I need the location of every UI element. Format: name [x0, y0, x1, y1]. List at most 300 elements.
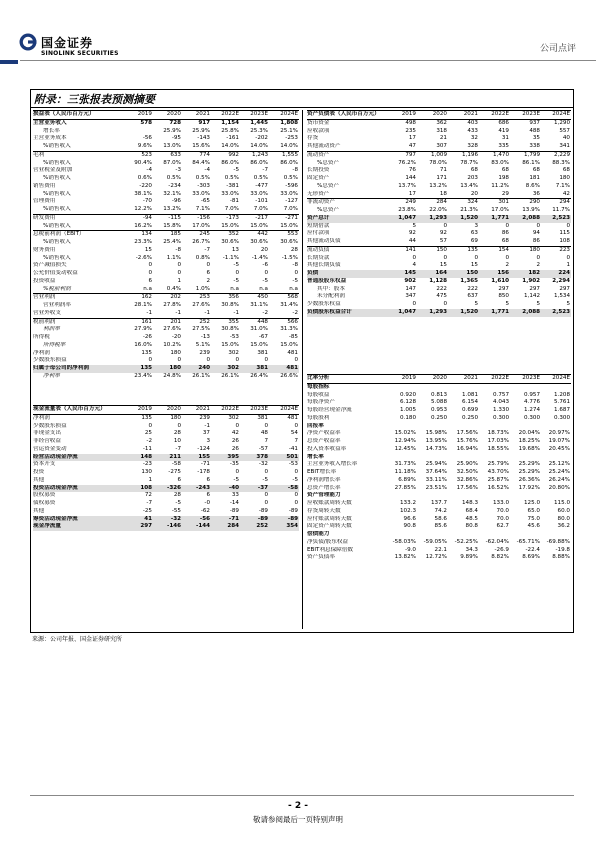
- cell-value: 728: [169, 119, 181, 126]
- row-label: EBIT增长率: [307, 469, 337, 475]
- cell-value: -26.9: [494, 546, 509, 553]
- row-label: 每股收益: [307, 391, 330, 398]
- cell-value: -1.4%: [251, 254, 268, 261]
- cell-value: 180: [170, 414, 181, 421]
- cell-value: 347: [405, 293, 416, 300]
- cell-value: 74.2: [434, 507, 447, 514]
- cell-value: 0.250: [430, 414, 447, 421]
- cell-value: 30.8%: [221, 302, 239, 308]
- cell-value: -178: [197, 469, 210, 475]
- cell-value: 488: [529, 127, 540, 134]
- cell-value: 0: [235, 469, 239, 475]
- cell-value: 10: [173, 438, 181, 444]
- cell-value: -477: [255, 182, 268, 189]
- cell-value: 72: [144, 492, 152, 499]
- cell-value: 86.0%: [250, 159, 268, 166]
- cell-value: -8: [292, 167, 298, 174]
- cell-value: 3: [206, 438, 210, 444]
- cell-value: -58: [171, 461, 181, 468]
- cell-value: 0: [536, 222, 540, 229]
- cell-value: -5: [292, 476, 298, 483]
- cell-value: 2,229: [541, 151, 571, 159]
- row-label: EBIT利息保障倍数: [307, 546, 354, 553]
- cell-value: 481: [287, 414, 298, 421]
- cell-value: 395: [211, 454, 240, 462]
- cell-value: 15.0%: [280, 222, 298, 229]
- cell-value: 5: [536, 301, 540, 307]
- cell-value: 16.2%: [134, 222, 152, 229]
- cell-value: 1.1%: [166, 254, 181, 261]
- cell-value: -5: [262, 476, 268, 483]
- cell-value: 47: [408, 143, 416, 149]
- row-label: 无形资产: [307, 190, 330, 197]
- cell-value: -59.05%: [423, 538, 447, 545]
- cell-value: 27.5%: [192, 326, 210, 333]
- row-label: 每股股利: [307, 414, 330, 421]
- row-label: 经营活动现金净流: [33, 454, 124, 462]
- cell-value: 135: [124, 365, 153, 373]
- row-label: 非流动资产: [307, 199, 387, 207]
- row-label: 毛利: [33, 151, 124, 159]
- cell-value: 0.300: [523, 414, 540, 421]
- cell-value: 86: [532, 238, 540, 244]
- cell-value: 31.73%: [394, 461, 416, 468]
- row-label: 净负债/股东权益: [307, 538, 349, 545]
- cell-value: 31.0%: [250, 326, 268, 333]
- cell-value: -5: [292, 277, 298, 284]
- cell-value: 222: [436, 285, 447, 292]
- cell-value: 23.4%: [134, 372, 152, 379]
- table-row: [307, 423, 571, 431]
- row-label: 其中：股本: [317, 285, 345, 292]
- cell-value: 0.5%: [166, 175, 181, 181]
- cell-value: 13.9%: [522, 207, 540, 213]
- cell-value: 15.0%: [280, 341, 298, 348]
- cell-value: -146: [153, 523, 182, 531]
- row-label: 投资活动现金净流: [33, 485, 124, 493]
- cell-value: -202: [255, 135, 268, 142]
- cell-value: [417, 383, 448, 391]
- cell-value: 0: [235, 357, 239, 364]
- table-row: [33, 454, 299, 462]
- table-row: [307, 183, 571, 191]
- cell-value: 1,293: [417, 215, 448, 223]
- table-row: [33, 151, 299, 159]
- cell-value: 0: [264, 357, 268, 364]
- page-number: - 2 -: [288, 801, 308, 811]
- cell-value: 86.1%: [522, 159, 540, 166]
- table-row: [33, 500, 299, 508]
- cell-value: -89: [229, 507, 239, 514]
- cell-value: 78.7%: [460, 159, 478, 166]
- row-label: 净利润增长率: [307, 476, 341, 483]
- table-row: [33, 423, 299, 431]
- cell-value: -5: [175, 500, 181, 506]
- cell-value: 501: [269, 454, 299, 462]
- cell-value: 481: [269, 365, 299, 373]
- cell-value: -94: [124, 214, 153, 222]
- cell-value: 48.5: [465, 515, 478, 522]
- cell-value: 0: [148, 357, 152, 364]
- year-header: 2024E: [541, 375, 571, 384]
- cell-value: 14.0%: [221, 143, 239, 149]
- row-label: 主营业务收入增长率: [307, 461, 358, 468]
- cell-value: 18.25%: [518, 438, 540, 444]
- cell-value: 1,154: [221, 119, 239, 126]
- table-row: [307, 286, 571, 294]
- row-label: 其他流动负债: [307, 238, 341, 244]
- row-label: 资产负债率: [307, 554, 335, 561]
- cell-value: 0: [148, 262, 152, 269]
- cell-value: 24.8%: [163, 372, 181, 379]
- cell-value: 0: [566, 254, 570, 261]
- table-row: [33, 373, 299, 381]
- cell-value: 284: [417, 199, 448, 207]
- cell-value: [448, 423, 479, 431]
- cell-value: 17.03%: [487, 438, 509, 444]
- cell-value: 32: [470, 135, 478, 142]
- cell-value: 252: [240, 523, 269, 531]
- cell-value: -8: [292, 262, 298, 269]
- cell-value: 0.4%: [166, 285, 181, 292]
- cell-value: 25.90%: [456, 461, 478, 468]
- table-row: [307, 207, 571, 215]
- table-row: [33, 430, 299, 438]
- cell-value: 141: [387, 246, 417, 254]
- cell-value: [417, 531, 448, 539]
- cell-value: 11.18%: [394, 469, 416, 475]
- cell-value: 37.64%: [425, 469, 447, 475]
- cell-value: 42: [562, 190, 570, 197]
- table-row: [33, 302, 299, 310]
- table-row: [33, 143, 299, 151]
- cell-value: 88.3%: [552, 159, 570, 166]
- cell-value: 1.0%: [195, 285, 210, 292]
- cell-value: 0.8%: [195, 254, 210, 261]
- cell-value: 937: [529, 119, 540, 126]
- year-header: 2021: [448, 375, 479, 384]
- cell-value: 13.0%: [163, 143, 181, 149]
- cell-value: 25.9%: [163, 127, 181, 134]
- cell-value: 26.7%: [192, 239, 210, 245]
- cell-value: -156: [182, 214, 211, 222]
- cell-value: 18.55%: [487, 445, 509, 452]
- cell-value: -0: [204, 500, 210, 506]
- cell-value: 202: [153, 294, 182, 302]
- cell-value: 5: [474, 301, 478, 307]
- cell-value: 0: [294, 357, 298, 364]
- year-header: 2022E: [479, 375, 510, 384]
- cell-value: -161: [226, 135, 239, 142]
- cell-value: 450: [240, 294, 269, 302]
- cell-value: 69: [470, 238, 478, 244]
- cell-value: -56: [142, 135, 152, 142]
- year-header: 2023E: [240, 111, 269, 120]
- cell-value: 6: [177, 476, 181, 483]
- table-row: [33, 183, 299, 191]
- cell-value: 40: [562, 135, 570, 142]
- cell-value: -144: [182, 523, 211, 531]
- cell-value: 65.0: [527, 507, 540, 514]
- cell-value: -2: [262, 309, 268, 316]
- table-row: [33, 350, 299, 358]
- cell-value: 12.72%: [425, 554, 447, 561]
- cell-value: 239: [199, 414, 210, 421]
- cell-value: 0: [177, 270, 181, 276]
- table-row: [33, 492, 299, 500]
- cell-value: 36.2: [557, 523, 570, 530]
- cell-value: 1,142: [523, 293, 540, 300]
- cell-value: [510, 383, 541, 391]
- cell-value: 13.2%: [163, 206, 181, 212]
- cell-value: 0: [566, 222, 570, 229]
- cell-value: 22.1: [434, 546, 447, 553]
- cell-value: 17.92%: [518, 484, 540, 491]
- row-label: 负债: [307, 270, 387, 278]
- cell-value: 633: [153, 151, 182, 159]
- cell-value: 25.29%: [518, 461, 540, 468]
- cell-value: 0: [294, 500, 298, 506]
- row-label: 回报率: [307, 422, 324, 429]
- cell-value: 27.9%: [134, 326, 152, 333]
- cell-value: [448, 454, 479, 462]
- year-header: 2019: [387, 375, 417, 384]
- cell-value: 63: [470, 230, 478, 237]
- cell-value: 2,523: [541, 215, 571, 223]
- cell-value: 2,523: [541, 309, 571, 317]
- table-row: [33, 508, 299, 516]
- cell-value: 6.154: [461, 399, 478, 406]
- cell-value: 94: [532, 230, 540, 237]
- cell-value: 0.699: [461, 407, 478, 413]
- cell-value: 797: [387, 151, 417, 159]
- cell-value: 17: [408, 190, 416, 197]
- cell-value: -101: [255, 198, 268, 205]
- cell-value: 25.1%: [280, 127, 298, 134]
- cell-value: 18.73%: [487, 430, 509, 437]
- cell-value: 28: [173, 430, 181, 437]
- cell-value: -56: [182, 516, 211, 524]
- cell-value: 25.94%: [425, 461, 447, 468]
- year-header: 2021: [182, 406, 211, 415]
- row-label: 增长率: [307, 453, 324, 460]
- page-header: [0, 0, 596, 70]
- table-row: [33, 342, 299, 350]
- cell-value: 2: [505, 262, 509, 269]
- row-label: 存货周转天数: [307, 507, 341, 514]
- cell-value: -22.4: [525, 546, 540, 553]
- cell-value: -62: [200, 507, 210, 514]
- row-label: %销售收入: [43, 159, 71, 166]
- cell-value: 7.1%: [195, 206, 210, 212]
- cell-value: -9.0: [405, 546, 416, 553]
- cell-value: 86.0%: [221, 159, 239, 166]
- cell-value: 22.0%: [429, 207, 447, 213]
- cell-value: 85.6: [434, 523, 447, 530]
- row-label: %销售收入: [43, 143, 71, 149]
- cell-value: 148: [124, 454, 153, 462]
- cell-value: [541, 423, 571, 431]
- table-row: [307, 469, 571, 477]
- cell-value: 25.3%: [250, 127, 268, 134]
- cell-value: 0: [264, 492, 268, 499]
- row-label: 营业利润: [33, 294, 124, 302]
- cell-value: 5: [412, 222, 416, 229]
- cell-value: [448, 492, 479, 500]
- table-row: [33, 198, 299, 206]
- cell-value: -69.88%: [546, 538, 570, 545]
- cell-value: -2.6%: [135, 254, 152, 261]
- cell-value: 17.0%: [491, 207, 509, 213]
- table-row: [33, 365, 299, 373]
- cell-value: -55: [171, 507, 181, 514]
- cell-value: 0: [294, 469, 298, 475]
- row-label: 所得税: [33, 334, 50, 340]
- row-label: 增长率: [43, 127, 60, 134]
- cell-value: 25: [144, 430, 152, 437]
- year-header: 2024E: [269, 406, 299, 415]
- cell-value: 26: [231, 445, 239, 452]
- cell-value: 0: [206, 357, 210, 364]
- cell-value: 686: [498, 119, 509, 126]
- ratio-analysis-table: [307, 374, 571, 562]
- cell-value: [448, 531, 479, 539]
- cell-value: -115: [153, 214, 182, 222]
- table-row: [33, 516, 299, 524]
- cell-value: [510, 454, 541, 462]
- cell-value: -1.1%: [222, 254, 239, 261]
- cell-value: 76: [408, 167, 416, 174]
- table-row: [33, 128, 299, 136]
- cell-value: 33.0%: [280, 190, 298, 197]
- cell-value: 403: [467, 119, 478, 126]
- cell-value: 78.0%: [429, 159, 447, 166]
- cell-value: 6: [148, 277, 152, 284]
- cell-value: [541, 454, 571, 462]
- cell-value: 578: [140, 119, 152, 126]
- year-header: 2021: [448, 111, 479, 120]
- cell-value: [387, 531, 417, 539]
- cell-value: -52.25%: [454, 538, 478, 545]
- cell-value: 2: [536, 262, 540, 269]
- cell-value: -65.71%: [516, 538, 540, 545]
- cell-value: 356: [211, 294, 240, 302]
- cell-value: 235: [405, 127, 416, 134]
- table-row: [307, 128, 571, 136]
- cell-value: 28: [290, 246, 298, 253]
- cell-value: 301: [479, 199, 510, 207]
- cell-value: -220: [139, 182, 152, 189]
- cell-value: 0.5%: [253, 175, 268, 181]
- cell-value: 2,088: [510, 215, 541, 223]
- row-label: 税前利润: [33, 318, 124, 326]
- table-row: [307, 531, 571, 539]
- cell-value: 239: [199, 349, 210, 356]
- cell-value: -303: [197, 182, 210, 189]
- cell-value: 7.0%: [224, 206, 239, 212]
- row-label: 管理费用: [33, 198, 56, 205]
- table-row: [307, 547, 571, 555]
- cell-value: -58: [269, 485, 299, 493]
- cell-value: 1,520: [448, 309, 479, 317]
- table-row: [307, 523, 571, 531]
- cell-value: 223: [541, 246, 571, 254]
- row-label: %销售收入: [43, 239, 71, 245]
- cell-value: -596: [285, 182, 298, 189]
- table-row: [33, 191, 299, 199]
- table-header-row: [33, 406, 299, 415]
- cell-value: 37: [202, 430, 210, 437]
- cell-value: 156: [479, 270, 510, 278]
- row-label: 所得税率: [43, 341, 66, 348]
- cell-value: -5: [233, 167, 239, 174]
- cell-value: 44: [408, 238, 416, 244]
- cell-value: [541, 383, 571, 391]
- row-label: 投资收益: [33, 277, 56, 284]
- row-label: 债权募资: [33, 500, 56, 506]
- cell-value: 20.45%: [548, 445, 570, 452]
- cell-value: 76.2%: [398, 159, 416, 166]
- table-row: [33, 334, 299, 342]
- cell-value: 135: [141, 414, 152, 421]
- table-row: [33, 485, 299, 493]
- cell-value: 25.8%: [221, 127, 239, 134]
- cell-value: 92: [408, 230, 416, 237]
- row-label: 息税前利润（EBIT）: [33, 231, 124, 239]
- cell-value: -4: [204, 167, 210, 174]
- cell-value: -2: [146, 438, 152, 444]
- cell-value: -271: [269, 214, 299, 222]
- cell-value: [479, 423, 510, 431]
- cell-value: -58.03%: [392, 538, 416, 545]
- table-row: [33, 326, 299, 334]
- cell-value: 4.776: [523, 399, 540, 406]
- cell-value: 0: [412, 254, 416, 261]
- table-row: [33, 135, 299, 143]
- row-label: 主营业务收入: [33, 119, 67, 126]
- row-label: 现金净流量: [33, 523, 124, 531]
- cell-value: -143: [197, 135, 210, 142]
- cell-value: 1.208: [553, 391, 570, 398]
- cell-value: 20: [260, 246, 268, 253]
- cell-value: 28.1%: [134, 302, 152, 308]
- cell-value: 27.8%: [163, 302, 181, 308]
- cell-value: 185: [153, 231, 182, 239]
- cell-value: 20.80%: [548, 484, 570, 491]
- row-label: 每股净资产: [307, 399, 335, 406]
- cell-value: -67: [258, 334, 268, 340]
- cell-value: 150: [417, 246, 448, 254]
- row-label: 利润率: [43, 326, 60, 333]
- row-label: 少数股东权益: [307, 301, 341, 307]
- cell-value: 68: [501, 238, 509, 244]
- cell-value: 284: [211, 523, 240, 531]
- cell-value: -234: [168, 182, 181, 189]
- cell-value: [479, 492, 510, 500]
- cell-value: 1,047: [387, 215, 417, 223]
- cell-value: [479, 531, 510, 539]
- cell-value: 0.813: [430, 391, 447, 398]
- cell-value: 1,243: [240, 151, 269, 159]
- cell-value: 0: [264, 469, 268, 475]
- table-row: [307, 262, 571, 270]
- cell-value: 245: [182, 231, 211, 239]
- cell-value: -5: [233, 277, 239, 284]
- table-row: [307, 485, 571, 493]
- cell-value: 15.6%: [192, 143, 210, 149]
- cell-value: 33: [231, 492, 239, 499]
- cell-value: 17.0%: [192, 222, 210, 229]
